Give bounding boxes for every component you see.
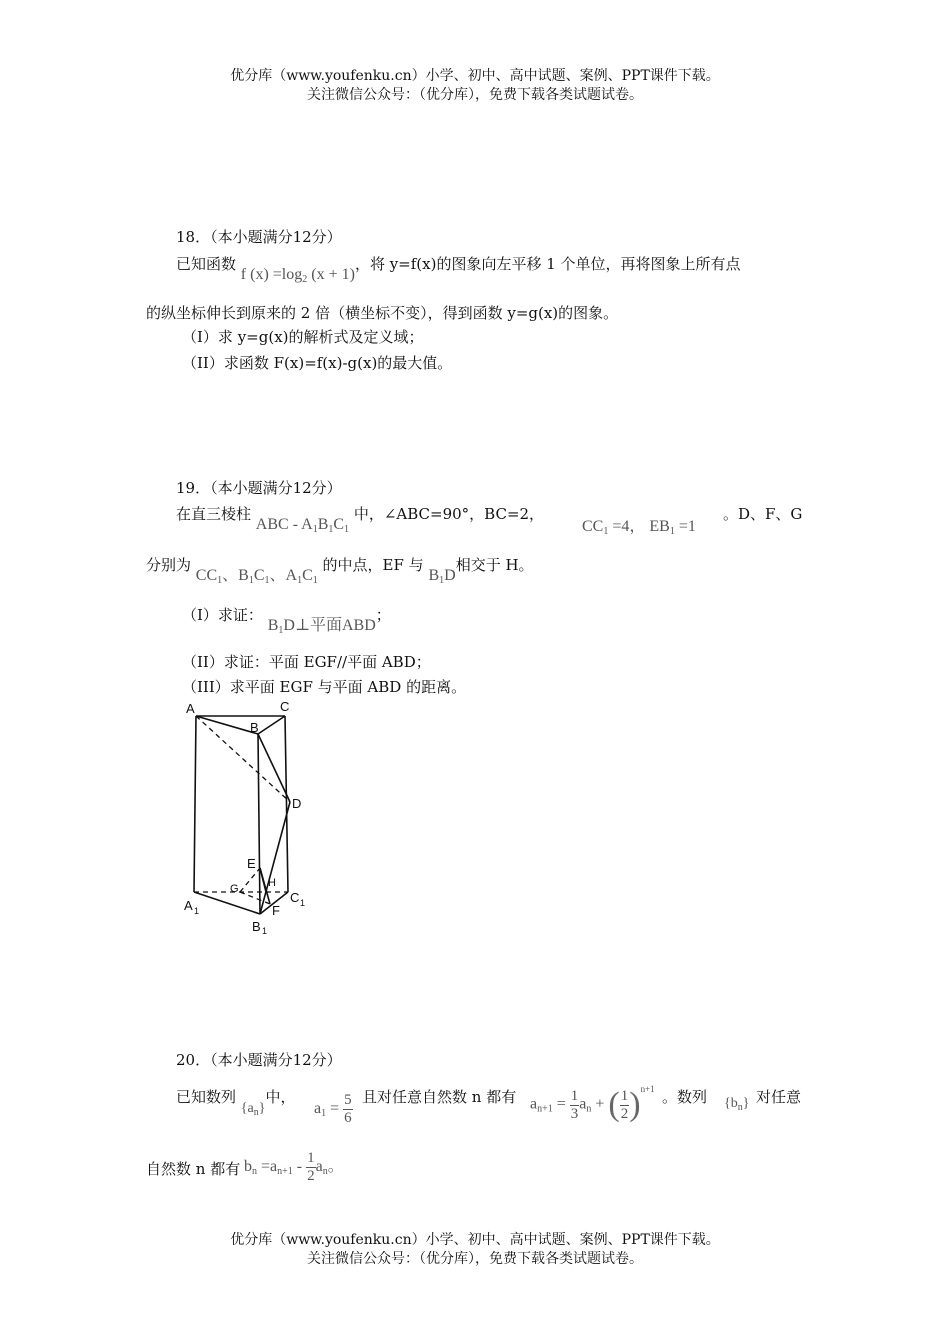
q20-r-exp: n+1	[640, 1084, 655, 1095]
prism-hidden-edges	[194, 716, 290, 904]
q19-part-1	[182, 602, 391, 636]
q19-text-5: 的中点，EF 与	[322, 556, 424, 574]
q19-prism-sub-1: 1	[312, 524, 318, 535]
q19-m2b: C	[253, 567, 265, 584]
q19-m2a-sub: 1	[248, 575, 254, 586]
fraction-half-den: 2	[307, 1168, 315, 1184]
fraction-5-6-den: 6	[344, 1110, 352, 1126]
q20-left-paren: (	[608, 1086, 620, 1123]
q19-prism-c: C	[333, 516, 345, 533]
q20-recurrence	[530, 1086, 655, 1124]
q18-formula-f	[241, 266, 355, 283]
q19-part-1-end: ；	[375, 606, 391, 624]
q18-part-2: （II）求函数 F(x)=f(x)-g(x)的最大值。	[182, 354, 453, 372]
edge-A1B1	[194, 892, 260, 914]
q19-m3a: A	[285, 567, 298, 584]
q19-title: 19．（本小题满分12分）	[176, 479, 342, 497]
q19-prism-sub-3: 1	[344, 524, 350, 535]
q20-text-1: 已知数列	[176, 1088, 237, 1106]
q20-text-2: 中，	[265, 1088, 296, 1106]
q18-text-2: ，将 y=f(x)的图象向左平移 1 个单位，再将图象上所有点	[354, 255, 741, 273]
q20-bn-sub: n	[737, 1102, 743, 1113]
label-H: H	[268, 877, 276, 889]
q20-r-b: =	[552, 1095, 566, 1113]
fraction-half-num: 1	[307, 1150, 315, 1166]
q18-line-2: 的纵坐标伸长到原来的 2 倍（横坐标不变），得到函数 y=g(x)的图象。	[146, 304, 619, 322]
fraction-1-3-den: 3	[570, 1105, 579, 1122]
q20-bn-a: {b	[724, 1096, 738, 1111]
label-D: D	[292, 796, 302, 811]
q20-an-sub: n	[253, 1107, 259, 1118]
edge-BB1	[258, 734, 260, 914]
q20-seq-a	[241, 1101, 266, 1116]
q19-cc-eb	[582, 513, 696, 537]
q19-cc-a: CC	[582, 518, 604, 535]
q20-seq-b	[724, 1096, 749, 1113]
q19-line-1	[176, 503, 545, 535]
q19-part-1-formula	[268, 617, 376, 634]
edge-CC1	[285, 716, 288, 892]
q19-text-2: 中，∠ABC=90°，BC=2，	[353, 505, 545, 523]
q19-m2a: B	[238, 567, 249, 584]
q20-a1	[314, 1092, 353, 1127]
q19-prism	[256, 516, 349, 533]
q19-eb-b: =1	[674, 518, 696, 535]
q20-bn-def	[244, 1150, 344, 1185]
label-E: E	[247, 856, 256, 871]
label-A: A	[186, 701, 195, 716]
q19-prism-a: ABC - A	[255, 516, 313, 533]
label-B1: B	[252, 919, 261, 934]
q19-bd-sub: 1	[439, 575, 445, 586]
header-line-2: 关注微信公众号：（优分库），免费下载各类试题试卷。	[307, 87, 643, 103]
q19-m3b: C	[302, 567, 313, 584]
q19-line-2	[146, 552, 534, 586]
label-B: B	[250, 720, 259, 735]
footer-line-2: 关注微信公众号：（优分库），免费下载各类试题试卷。	[307, 1251, 643, 1267]
q20-r-sub: n+1	[537, 1103, 553, 1115]
q19-cc-sub: 1	[603, 526, 609, 537]
q20-text-3: 且对任意自然数 n 都有	[362, 1088, 517, 1106]
q20-a1-b: =	[326, 1100, 340, 1118]
q20-b-sub-2: n+1	[277, 1166, 293, 1178]
q18-title: 18．（本小题满分12分）	[176, 228, 342, 246]
q20-text-5: 对任意	[756, 1088, 802, 1106]
q19-bd-b: D	[444, 567, 456, 584]
q19-text-4: 分别为	[146, 556, 192, 574]
q18-formula-f-sub: 2	[302, 274, 308, 285]
fraction-half	[306, 1150, 316, 1185]
q18-text-1: 已知函数	[176, 255, 237, 273]
label-C: C	[280, 699, 290, 714]
q20-line-1-start	[176, 1086, 296, 1118]
q20-b-b: =a	[257, 1158, 278, 1176]
q20-a1-sub: 1	[321, 1108, 327, 1120]
q20-bn-b: }	[742, 1096, 750, 1111]
q19-part-3: （III）求平面 EGF 与平面 ABD 的距离。	[182, 678, 467, 696]
q19-part-2: （II）求证：平面 EGF//平面 ABD；	[182, 653, 431, 671]
q20-r-c-sub: n	[586, 1103, 592, 1115]
q18-formula-f-a: f (x) =log	[240, 266, 303, 283]
q20-line-2: 自然数 n 都有	[146, 1160, 241, 1178]
q19-bd-a: B	[428, 567, 440, 584]
q18-line-1	[176, 253, 741, 285]
label-F: F	[272, 903, 280, 918]
label-G: G	[230, 883, 239, 895]
q19-m3a-sub: 1	[297, 575, 303, 586]
header-line-1: 优分库（www.youfenku.cn）小学、初中、高中试题、案例、PPT课件下载。	[230, 68, 720, 84]
q20-title: 20．（本小题满分12分）	[176, 1051, 342, 1069]
label-B1-sub: 1	[262, 926, 268, 936]
q20-an-a: {a	[240, 1101, 254, 1116]
label-C1-sub: 1	[300, 898, 306, 908]
q19-b1d	[428, 567, 455, 584]
fraction-1-2-den: 2	[620, 1105, 629, 1122]
edge-AA1	[194, 716, 196, 892]
fraction-5-6-num: 5	[344, 1092, 352, 1108]
prism-figure	[180, 696, 320, 936]
fraction-1-3	[570, 1088, 580, 1123]
q19-prism-sub-2: 1	[328, 524, 334, 535]
q19-sep-1: 、	[222, 567, 239, 584]
q18-formula-f-b: (x + 1)	[307, 266, 355, 283]
q20-a1-a: a	[314, 1100, 322, 1118]
q18-part-1: （I）求 y=g(x)的解析式及定义域；	[182, 328, 424, 346]
q20-b-minus: -	[292, 1158, 307, 1176]
q19-p1m-a: B	[267, 617, 279, 634]
q19-cc-b: =4，	[608, 518, 646, 535]
label-C1: C	[290, 890, 300, 905]
q20-text-4: 。数列	[662, 1088, 708, 1106]
q19-eb-sub: 1	[669, 526, 675, 537]
fraction-1-3-num: 1	[570, 1087, 579, 1104]
q20-r-c: a	[579, 1095, 587, 1113]
edge-EH	[260, 868, 266, 892]
q19-p1m-b: D⊥平面ABD	[283, 617, 376, 634]
q19-m2b-sub: 1	[264, 575, 270, 586]
edge-DB1	[260, 802, 290, 914]
q20-b-sub: n	[252, 1166, 257, 1178]
q20-b-c: a	[315, 1158, 323, 1176]
q19-m1-sub: 1	[217, 575, 223, 586]
q19-text-6: 相交于 H。	[455, 556, 534, 574]
q20-an-b: }	[258, 1101, 266, 1116]
fraction-1-2-num: 1	[620, 1087, 629, 1104]
fraction-1-2	[620, 1088, 630, 1123]
q20-r-plus: +	[591, 1095, 609, 1113]
q19-m3b-sub: 1	[312, 575, 318, 586]
q20-b-a: b	[244, 1158, 252, 1176]
q19-midpoints	[196, 567, 318, 584]
fraction-5-6	[343, 1092, 353, 1127]
q20-right-paren: )	[629, 1086, 641, 1123]
q20-b-sub-3: n	[322, 1166, 328, 1178]
footer-line-1: 优分库（www.youfenku.cn）小学、初中、高中试题、案例、PPT课件下载。	[230, 1232, 720, 1248]
q19-eb-a: EB	[649, 518, 670, 535]
q19-part-1-label: （I）求证：	[182, 606, 263, 624]
q19-text-1: 在直三棱柱	[176, 505, 252, 523]
label-A1-sub: 1	[194, 906, 200, 916]
q20-text-7: 。	[327, 1158, 344, 1176]
q19-p1m-sub: 1	[278, 625, 284, 636]
q19-m1: CC	[195, 567, 218, 584]
edge-GE	[240, 868, 260, 892]
q19-prism-b: B	[317, 516, 329, 533]
q20-r-a: a	[530, 1095, 538, 1113]
label-A1: A	[184, 898, 193, 913]
q19-text-3: 。D、F、G	[723, 505, 803, 523]
edge-BC	[258, 716, 285, 734]
q19-sep-2: 、	[269, 567, 286, 584]
